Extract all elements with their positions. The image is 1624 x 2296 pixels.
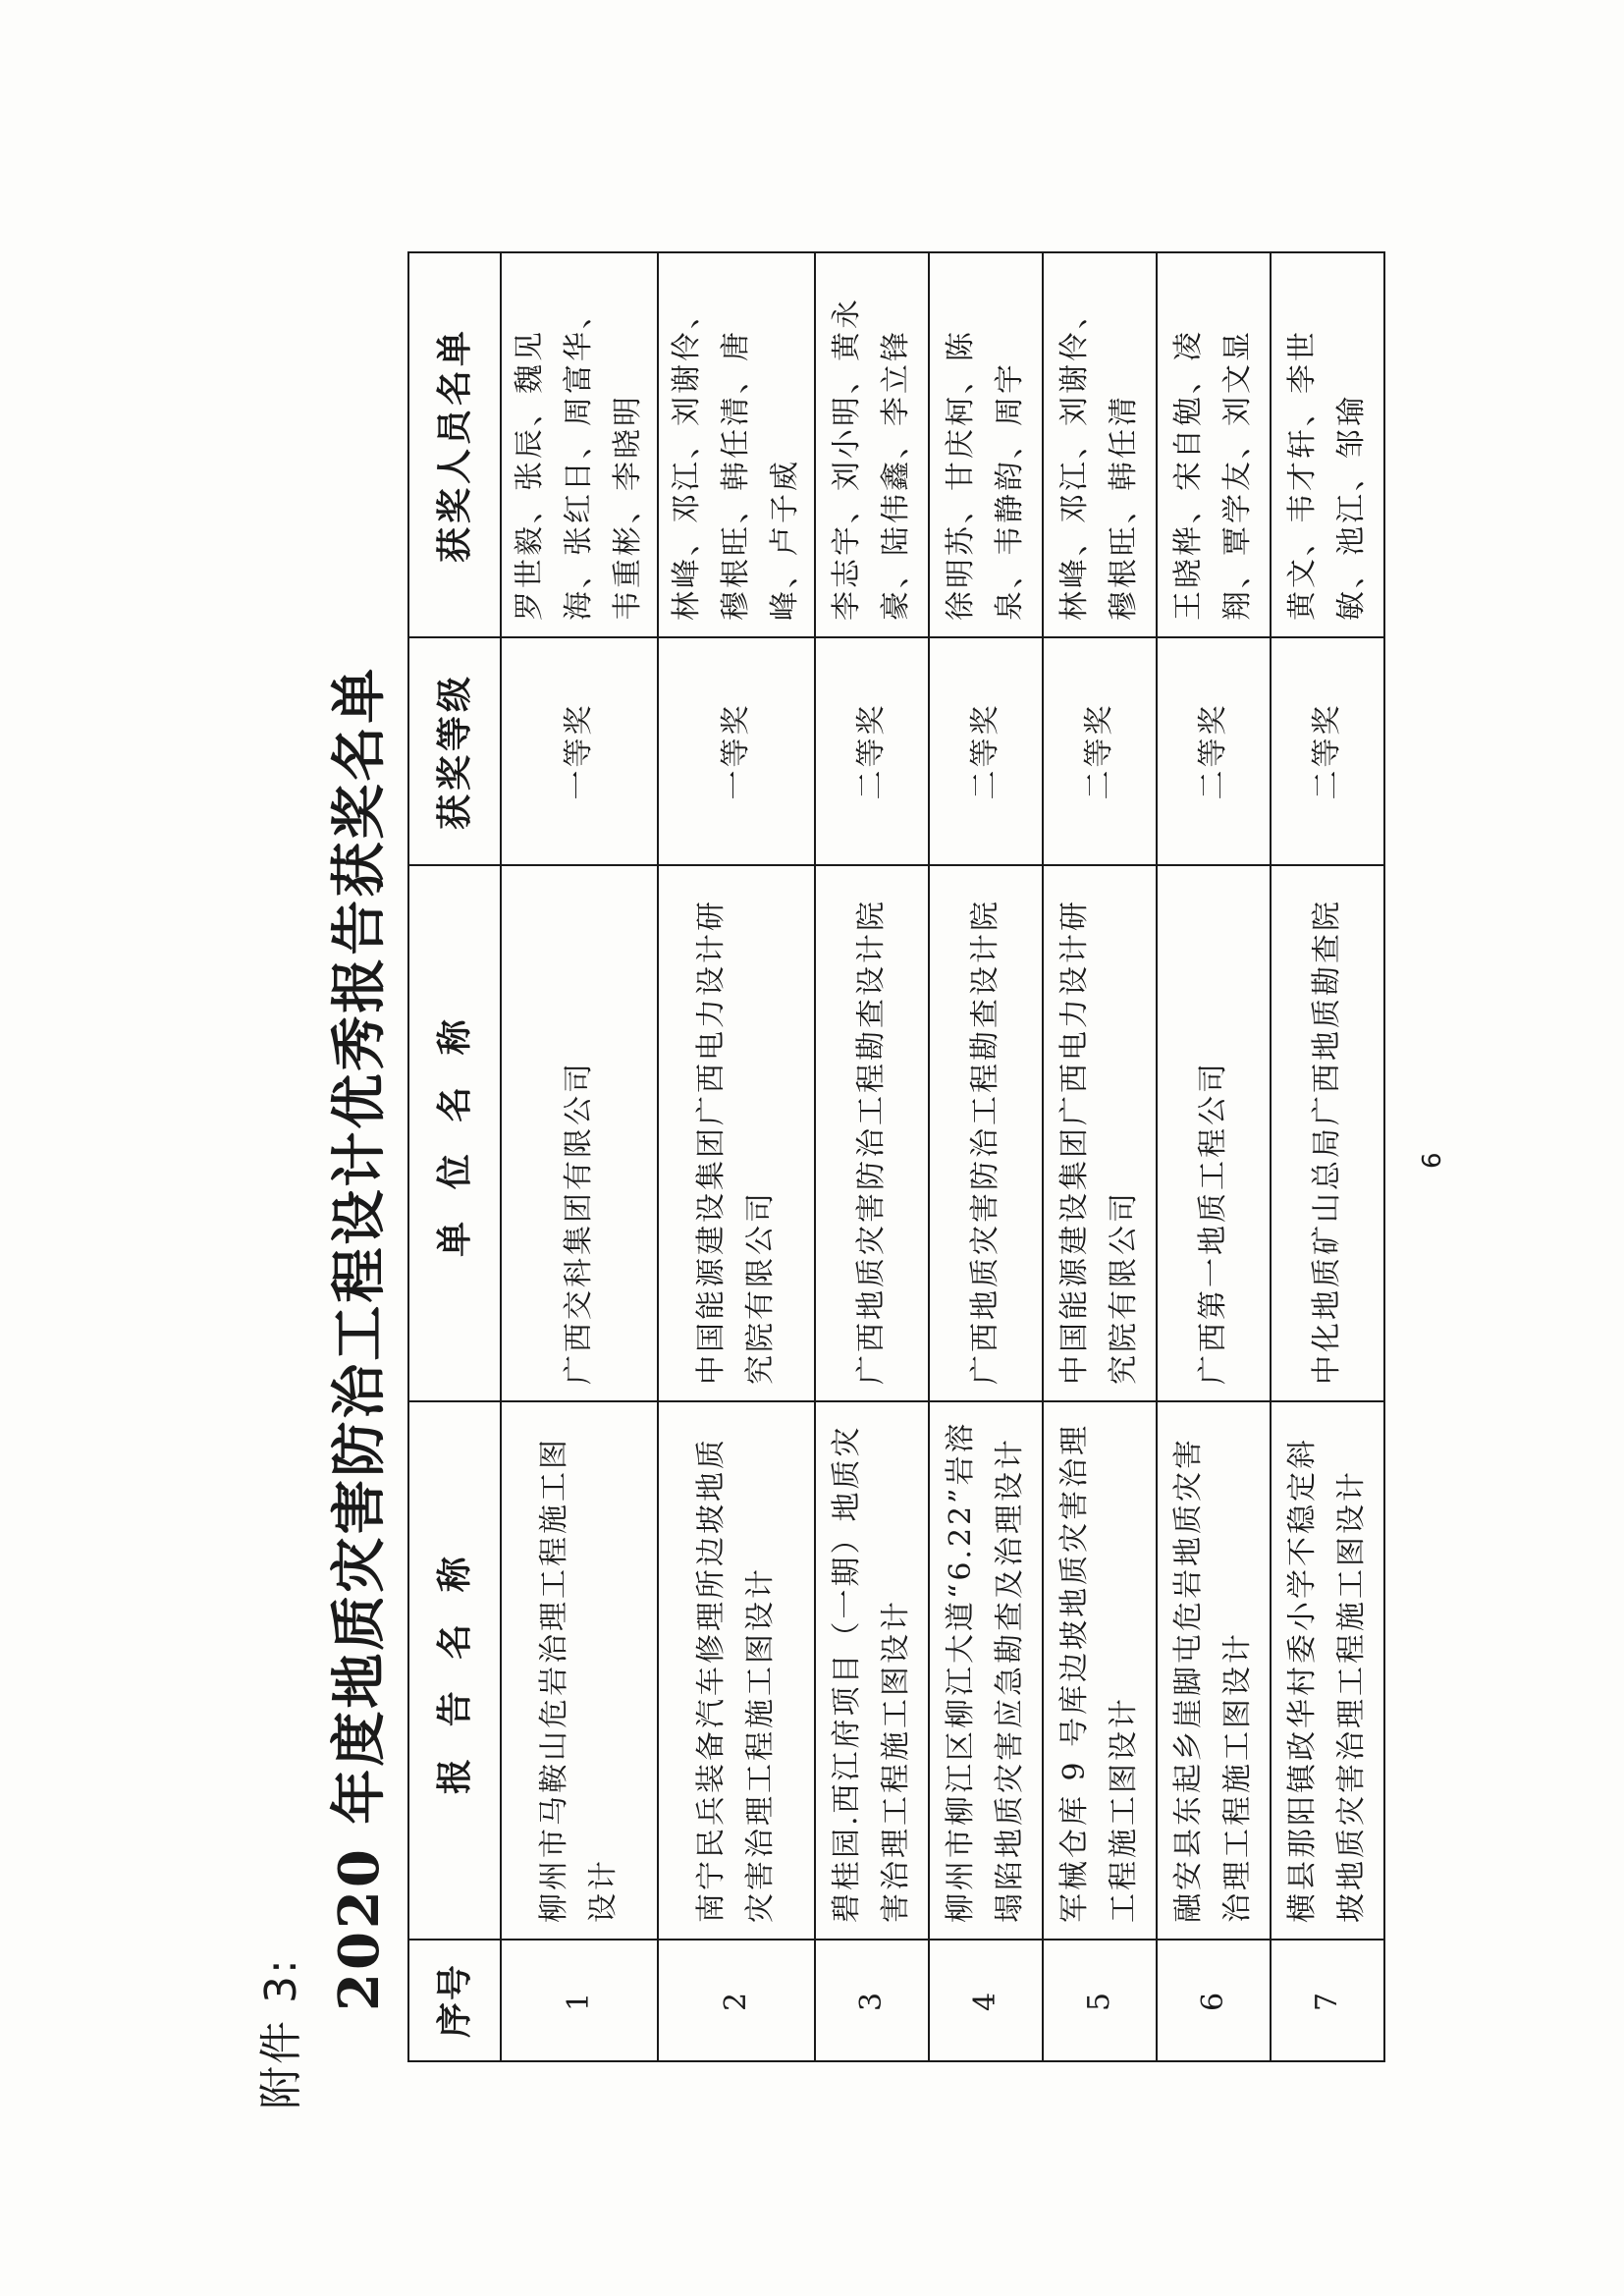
row-grade: 二等奖 (1271, 637, 1384, 865)
header-grade: 获奖等级 (408, 637, 501, 865)
row-report: 柳州市马鞍山危岩治理工程施工图设计 (501, 1401, 658, 1940)
row-unit: 中国能源建设集团广西电力设计研究院有限公司 (1043, 865, 1157, 1401)
row-grade: 二等奖 (1043, 637, 1157, 865)
row-grade: 二等奖 (929, 637, 1043, 865)
row-unit: 广西地质灾害防治工程勘查设计院 (929, 865, 1043, 1401)
row-members: 王晓桦、宋自勉、凌翔、覃学友、刘文显 (1157, 252, 1271, 637)
row-index: 7 (1271, 1940, 1384, 2061)
row-unit: 广西交科集团有限公司 (501, 865, 658, 1401)
header-index: 序号 (408, 1940, 501, 2061)
row-report: 军械仓库 9 号库边坡地质灾害治理工程施工图设计 (1043, 1401, 1157, 1940)
table-row (1157, 252, 1271, 2061)
row-report: 南宁民兵装备汽车修理所边坡地质灾害治理工程施工图设计 (658, 1401, 815, 1940)
table-row (1271, 252, 1384, 2061)
header-report: 报 告 名 称 (408, 1401, 501, 1940)
row-grade: 一等奖 (501, 637, 658, 865)
header-members: 获奖人员名单 (408, 252, 501, 637)
row-report: 碧桂园.西江府项目（一期）地质灾害治理工程施工图设计 (815, 1401, 929, 1940)
row-unit: 中国能源建设集团广西电力设计研究院有限公司 (658, 865, 815, 1401)
row-report: 融安县东起乡崖脚屯危岩地质灾害治理工程施工图设计 (1157, 1401, 1271, 1940)
table-row (501, 252, 658, 2061)
table-row (929, 252, 1043, 2061)
table-row (658, 252, 815, 2061)
row-grade: 一等奖 (658, 637, 815, 865)
table-header-row (408, 252, 501, 2061)
row-members: 林峰、邓江、刘谢伶、穆根旺、韩任清 (1043, 252, 1157, 637)
row-grade: 二等奖 (1157, 637, 1271, 865)
table-row (815, 252, 929, 2061)
row-index: 3 (815, 1940, 929, 2061)
row-unit: 中化地质矿山总局广西地质勘查院 (1271, 865, 1384, 1401)
awards-table (407, 251, 1385, 2062)
header-unit: 单 位 名 称 (408, 865, 501, 1401)
row-report: 柳州市柳江区柳江大道“6.22”岩溶塌陷地质灾害应急勘查及治理设计 (929, 1401, 1043, 1940)
row-index: 4 (929, 1940, 1043, 2061)
row-index: 5 (1043, 1940, 1157, 2061)
attachment-label: 附件 3: (256, 1957, 306, 2109)
page-number: 6 (1418, 1152, 1447, 1169)
row-index: 2 (658, 1940, 815, 2061)
row-members: 徐明苏、甘庆柯、陈泉、韦静韵、周宇 (929, 252, 1043, 637)
row-index: 1 (501, 1940, 658, 2061)
table-row (1043, 252, 1157, 2061)
row-report: 横县那阳镇政华村委小学不稳定斜坡地质灾害治理工程施工图设计 (1271, 1401, 1384, 1940)
row-members: 罗世毅、张辰、魏见海、张红日、周富华、韦重彬、李晓明 (501, 252, 658, 637)
row-grade: 二等奖 (815, 637, 929, 865)
row-members: 李志宇、刘小明、黄永豪、陆伟鑫、李立锋 (815, 252, 929, 637)
page-title: 2020 年度地质灾害防治工程设计优秀报告获奖名单 (327, 665, 392, 2011)
row-members: 林峰、邓江、刘谢伶、穆根旺、韩任清、唐峰、卢子威 (658, 252, 815, 637)
row-members: 黄文、韦才轩、李世敏、池江、邹瑜 (1271, 252, 1384, 637)
row-unit: 广西第一地质工程公司 (1157, 865, 1271, 1401)
row-index: 6 (1157, 1940, 1271, 2061)
row-unit: 广西地质灾害防治工程勘查设计院 (815, 865, 929, 1401)
